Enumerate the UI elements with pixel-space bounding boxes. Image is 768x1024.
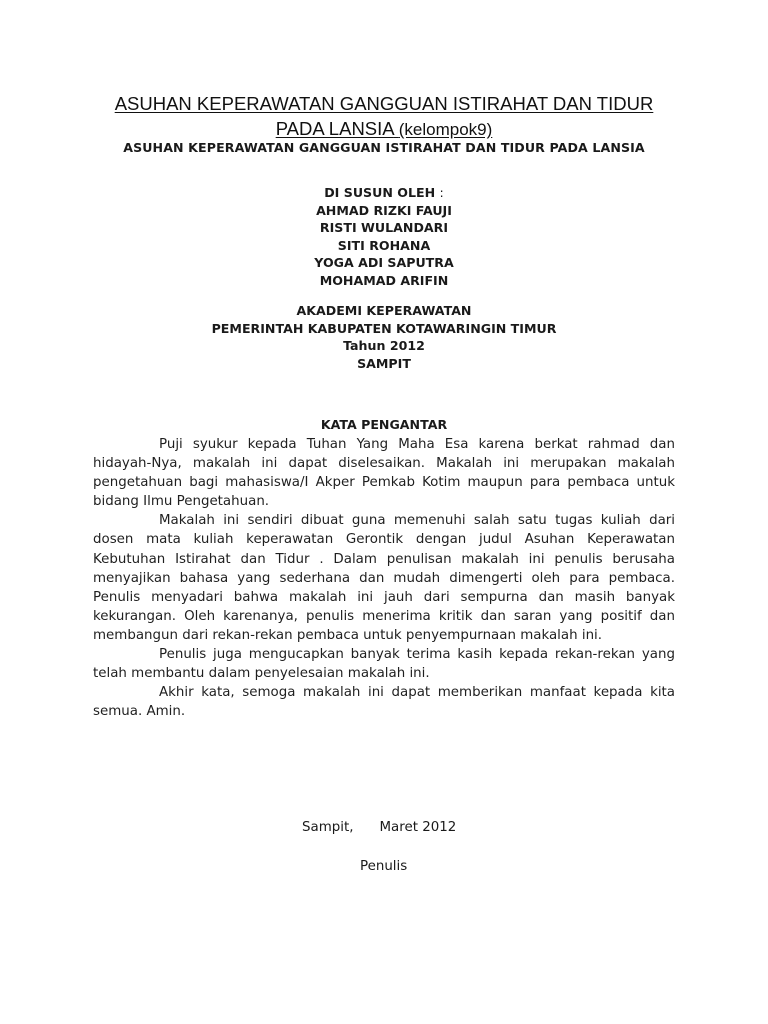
signature-author: Penulis [360, 859, 408, 874]
signature-place: Sampit, [302, 820, 354, 835]
institution-academy: AKADEMI KEPERAWATAN [296, 303, 472, 318]
author-name: RISTI WULANDARI [319, 220, 449, 236]
institution-government: PEMERINTAH KABUPATEN KOTAWARINGIN TIMUR [211, 320, 557, 336]
preface-body [93, 435, 675, 721]
institution-year: Tahun 2012 [343, 338, 425, 354]
document-subtitle: ASUHAN KEPERAWATAN GANGGUAN ISTIRAHAT DAN TIDUR PADA LANSIA [123, 140, 645, 155]
author-name: MOHAMAD ARIFIN [319, 272, 449, 288]
document-title-suffix: (kelompok9) [398, 120, 493, 139]
author-name: SITI ROHANA [337, 237, 431, 253]
preface-heading: KATA PENGANTAR [320, 417, 448, 432]
authors-heading-label: DI SUSUN OLEH [324, 185, 436, 200]
document-title [90, 91, 678, 142]
preface-paragraph: Penulis juga mengucapkan banyak terima kasih kepada rekan-rekan yang telah membantu dalam penyelesaian makalah ini. [93, 647, 675, 682]
preface-paragraph: Akhir kata, semoga makalah ini dapat memberikan manfaat kepada kita semua. Amin. [93, 685, 675, 720]
authors-heading-colon: : [439, 185, 444, 200]
preface-paragraph: Makalah ini sendiri dibuat guna memenuhi salah satu tugas kuliah dari dosen mata kuliah keperawatan Gerontik dengan judul Asuhan Keperawatan Kebutuhan Istirahat dan Tidur . Dalam penulisan makalah ini penulis berusaha menyajikan bahasa yang sederhana dan mudah dimengerti oleh para pembaca. Penulis menyadari bahwa makalah ini jauh dari sempurna dan masih banyak kekurangan. Oleh karenanya, penulis menerima kritik dan saran yang positif dan membangun dari rekan-rekan pembaca untuk penyempurnaan makalah ini. [93, 513, 675, 643]
authors-block [90, 184, 678, 290]
author-name: AHMAD RIZKI FAUJI [316, 202, 452, 218]
author-name: YOGA ADI SAPUTRA [314, 255, 454, 271]
signature-date: Maret 2012 [379, 820, 457, 835]
authors-heading [90, 184, 678, 202]
signature-place-date [302, 818, 456, 837]
preface-paragraph: Puji syukur kepada Tuhan Yang Maha Esa karena berkat rahmad dan hidayah-Nya, makalah ini dapat diselesaikan. Makalah ini merupakan makalah pengetahuan bagi mahasiswa/I Akper Pemkab Kotim maupun para pembaca untuk bidang Ilmu Pengetahuan. [93, 437, 675, 510]
document-title-main: ASUHAN KEPERAWATAN GANGGUAN ISTIRAHAT DAN TIDUR PADA LANSIA [114, 93, 654, 139]
institution-city: SAMPIT [357, 355, 411, 371]
institution-block [90, 302, 678, 372]
